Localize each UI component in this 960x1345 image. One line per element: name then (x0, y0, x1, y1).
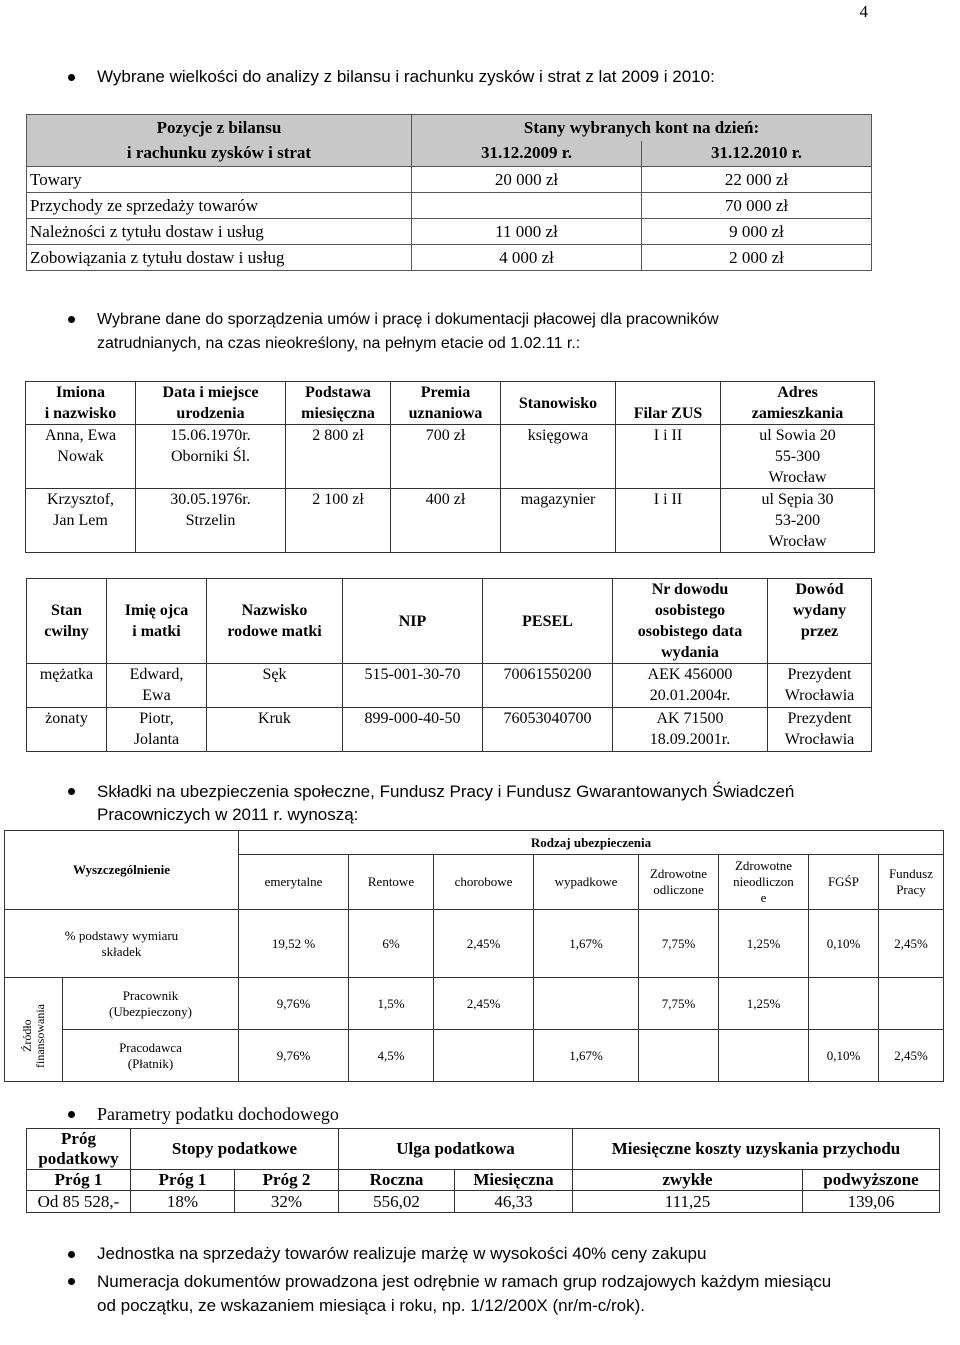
table-cell: 515-001-30-70 (343, 664, 483, 708)
header-cell: Nazwisko rodowe matki (207, 579, 343, 664)
table-cell: ul Sępia 30 53-200 Wrocław (721, 489, 875, 553)
table-cell: magazynier (501, 489, 616, 553)
header-cell: Próg 2 (235, 1170, 339, 1191)
table-cell: Edward, Ewa (107, 664, 207, 708)
source-label: Źródło finansowania (19, 1003, 47, 1068)
bullet-icon (68, 316, 75, 323)
table-cell (638, 1030, 718, 1082)
table-cell: AK 71500 18.09.2001r. (613, 708, 768, 752)
table-row (26, 425, 875, 489)
table-cell: 700 zł (391, 425, 501, 489)
bullet-text: Jednostka na sprzedaży towarów realizuje marżę w wysokości 40% ceny zakupu (97, 1244, 707, 1263)
header-cell: Fundusz Pracy (878, 855, 943, 910)
table-cell: Kruk (207, 708, 343, 752)
table-cell (718, 1030, 808, 1082)
bullet-text: Wybrane wielkości do analizy z bilansu i rachunku zysków i strat z lat 2009 i 2010: (97, 67, 715, 86)
table-cell: 111,25 (573, 1191, 803, 1213)
header-cell: Pozycje z bilansu (27, 115, 412, 141)
table-cell: 899-000-40-50 (343, 708, 483, 752)
bullet-icon (68, 788, 75, 795)
bullet-text: Składki na ubezpieczenia społeczne, Fundusz Pracy i Fundusz Gwarantowanych Świadczeń Pracowniczych w 2011 r. wynoszą: (97, 782, 795, 824)
bullet-item (68, 1270, 848, 1318)
table-cell (533, 978, 638, 1030)
table-cell: mężatka (27, 664, 107, 708)
table-cell: 20 000 zł (412, 167, 642, 193)
header-cell: Stanowisko (501, 382, 616, 425)
header-cell: Podstawa miesięczna (286, 382, 391, 425)
table-row (27, 664, 872, 708)
bullet-item (68, 308, 808, 356)
table-row (5, 978, 944, 1030)
table-cell: AEK 456000 20.01.2004r. (613, 664, 768, 708)
header-cell: zwykłe (573, 1170, 803, 1191)
header-cell: chorobowe (433, 855, 533, 910)
table-row (27, 1191, 940, 1213)
header-cell: Stany wybranych kont na dzień: (412, 115, 872, 141)
table-row (27, 708, 872, 752)
table-row (5, 910, 944, 978)
row-label: Pracodawca (Płatnik) (63, 1030, 239, 1082)
header-cell: i rachunku zysków i strat (27, 141, 412, 167)
table-cell: 6% (348, 910, 433, 978)
table-cell: 76053040700 (483, 708, 613, 752)
table-cell: 70 000 zł (642, 193, 872, 219)
table-cell: 4 000 zł (412, 245, 642, 271)
header-cell: Ulga podatkowa (339, 1129, 573, 1170)
table-cell: 30.05.1976r. Strzelin (136, 489, 286, 553)
bullet-item (68, 1103, 339, 1125)
table-row (26, 489, 875, 553)
header-cell: Imię ojca i matki (107, 579, 207, 664)
bullet-text: Wybrane dane do sporządzenia umów i pracę i dokumentacji płacowej dla pracowników zatrudnianych, na czas nieokreślony, na pełnym etacie od 1.02.11 r.: (97, 311, 719, 352)
header-cell: Zdrowotne odliczone (638, 855, 718, 910)
header-cell: Miesięczna (455, 1170, 573, 1191)
header-cell: Dowód wydany przez (768, 579, 872, 664)
table-cell: 4,5% (348, 1030, 433, 1082)
header-cell: Miesięczne koszty uzyskania przychodu (573, 1129, 940, 1170)
table-cell: Należności z tytułu dostaw i usług (27, 219, 412, 245)
table-cell: 7,75% (638, 978, 718, 1030)
table-cell: 7,75% (638, 910, 718, 978)
bullet-icon (68, 1278, 75, 1285)
table-cell: 1,5% (348, 978, 433, 1030)
source-label-cell (5, 978, 63, 1082)
table-row (27, 219, 872, 245)
table-cell: księgowa (501, 425, 616, 489)
table-cell: 2,45% (878, 1030, 943, 1082)
header-cell: Wyszczególnienie (5, 831, 239, 910)
table-cell: Prezydent Wrocławia (768, 664, 872, 708)
table-cell: żonaty (27, 708, 107, 752)
header-cell: Stan cwilny (27, 579, 107, 664)
table-cell: 32% (235, 1191, 339, 1213)
table-cell: 9,76% (238, 1030, 348, 1082)
table-row (5, 1030, 944, 1082)
table-cell: 9 000 zł (642, 219, 872, 245)
table-cell: 400 zł (391, 489, 501, 553)
table-cell: 19,52 % (238, 910, 348, 978)
table-cell: 1,25% (718, 978, 808, 1030)
table-cell: 18% (131, 1191, 235, 1213)
header-cell: Adres zamieszkania (721, 382, 875, 425)
table-cell (433, 1030, 533, 1082)
table-cell: 139,06 (803, 1191, 940, 1213)
table-cell: 9,76% (238, 978, 348, 1030)
bullet-item (68, 1243, 868, 1265)
table-cell: 0,10% (808, 1030, 878, 1082)
bullet-item (68, 780, 828, 826)
bullet-item (68, 66, 715, 88)
header-cell: Próg 1 (27, 1170, 131, 1191)
table-cell: 70061550200 (483, 664, 613, 708)
table-cell: 2 100 zł (286, 489, 391, 553)
header-cell: Próg podatkowy (27, 1129, 131, 1170)
table-cell: 2 000 zł (642, 245, 872, 271)
header-cell: emerytalne (238, 855, 348, 910)
table-cell: Sęk (207, 664, 343, 708)
header-cell: Premia uznaniowa (391, 382, 501, 425)
table-cell: 1,67% (533, 910, 638, 978)
bullet-icon (68, 1111, 75, 1118)
personal-data-table (26, 578, 872, 752)
table-cell: 1,67% (533, 1030, 638, 1082)
table-cell: Przychody ze sprzedaży towarów (27, 193, 412, 219)
header-cell: 31.12.2010 r. (642, 141, 872, 167)
header-cell: Imiona i nazwisko (26, 382, 136, 425)
header-cell: Roczna (339, 1170, 455, 1191)
table-cell: 15.06.1970r. Oborniki Śl. (136, 425, 286, 489)
table-cell (808, 978, 878, 1030)
table-cell: Zobowiązania z tytułu dostaw i usług (27, 245, 412, 271)
table-cell: Piotr, Jolanta (107, 708, 207, 752)
insurance-table (4, 830, 944, 1082)
table-row (27, 245, 872, 271)
table-cell: ul Sowia 20 55-300 Wrocław (721, 425, 875, 489)
table-cell: Anna, Ewa Nowak (26, 425, 136, 489)
header-cell: wypadkowe (533, 855, 638, 910)
header-cell: 31.12.2009 r. (412, 141, 642, 167)
header-cell: PESEL (483, 579, 613, 664)
header-cell: FGŚP (808, 855, 878, 910)
header-cell: Nr dowodu osobistego osobistego data wydania (613, 579, 768, 664)
bullet-icon (68, 1251, 75, 1258)
table-cell: 556,02 (339, 1191, 455, 1213)
table-cell (878, 978, 943, 1030)
table-cell: 22 000 zł (642, 167, 872, 193)
table-cell: 2,45% (433, 910, 533, 978)
header-cell: Stopy podatkowe (131, 1129, 339, 1170)
header-cell: Zdrowotne nieodliczon e (718, 855, 808, 910)
table-cell: Krzysztof, Jan Lem (26, 489, 136, 553)
table-cell: Od 85 528,- (27, 1191, 131, 1213)
table-cell: 2,45% (433, 978, 533, 1030)
table-cell: 2,45% (878, 910, 943, 978)
tax-table (26, 1128, 940, 1213)
table-cell: 1,25% (718, 910, 808, 978)
bullet-text: Parametry podatku dochodowego (97, 1104, 339, 1124)
employees-table (25, 381, 875, 553)
table-cell: 46,33 (455, 1191, 573, 1213)
header-cell: Rentowe (348, 855, 433, 910)
table-cell: Prezydent Wrocławia (768, 708, 872, 752)
header-cell: NIP (343, 579, 483, 664)
table-row (27, 193, 872, 219)
header-cell: Próg 1 (131, 1170, 235, 1191)
bullet-icon (68, 74, 75, 81)
table-cell (412, 193, 642, 219)
row-label: Pracownik (Ubezpieczony) (63, 978, 239, 1030)
header-cell: podwyższone (803, 1170, 940, 1191)
page-number: 4 (859, 2, 868, 21)
table-cell: I i II (616, 489, 721, 553)
table-cell: 2 800 zł (286, 425, 391, 489)
table-row (27, 167, 872, 193)
bullet-text: Numeracja dokumentów prowadzona jest odrębnie w ramach grup rodzajowych każdym miesiącu od początku, ze wskazaniem miesiąca i roku, np. 1/12/200X (nr/m-c/rok). (97, 1272, 832, 1315)
table-cell: I i II (616, 425, 721, 489)
header-cell: Filar ZUS (616, 382, 721, 425)
header-cell: Rodzaj ubezpieczenia (238, 831, 943, 855)
table-cell: 0,10% (808, 910, 878, 978)
row-label: % podstawy wymiaru składek (5, 910, 239, 978)
table-cell: Towary (27, 167, 412, 193)
table-cell: 11 000 zł (412, 219, 642, 245)
header-cell: Data i miejsce urodzenia (136, 382, 286, 425)
balance-table (26, 114, 872, 271)
